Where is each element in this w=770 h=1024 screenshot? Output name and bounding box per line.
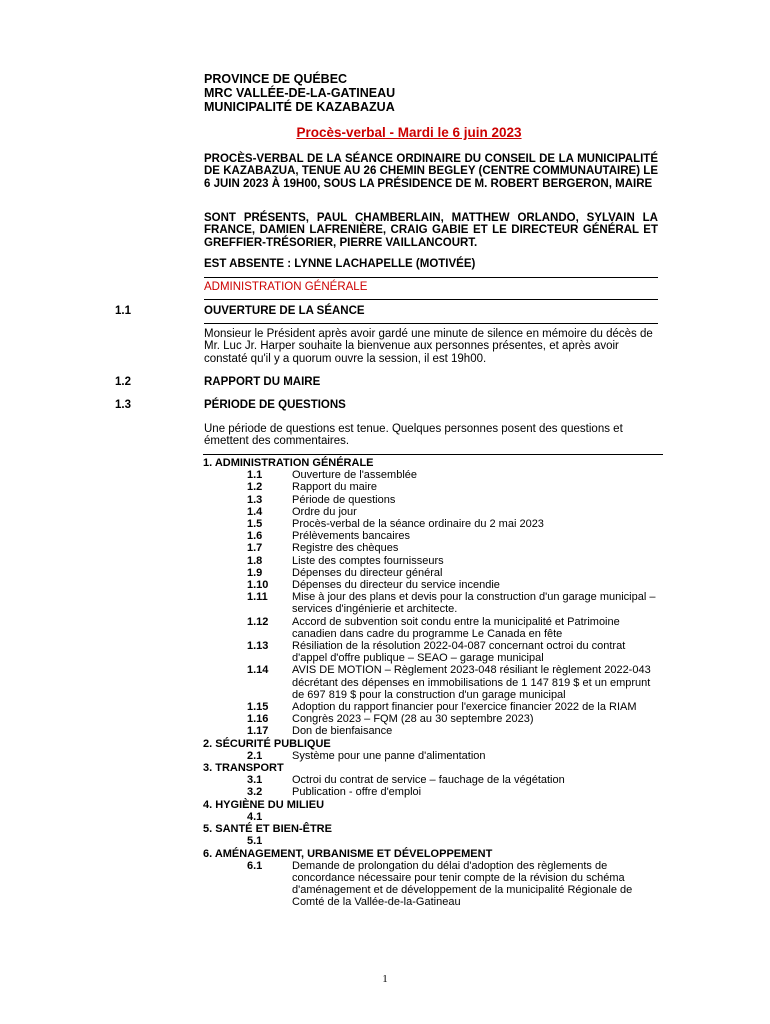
section-title: RAPPORT DU MAIRE: [204, 376, 321, 388]
agenda-item: [203, 786, 663, 798]
agenda-item: [203, 530, 663, 542]
agenda-item: [203, 506, 663, 518]
agenda-item: [203, 494, 663, 506]
agenda-item-number: 1.3: [247, 493, 263, 506]
agenda-item-text: Congrès 2023 – FQM (28 au 30 septembre 2023): [292, 713, 534, 726]
agenda-item: [203, 579, 663, 591]
section-number: 1.2: [115, 376, 131, 388]
agenda-item-number: 2.1: [247, 749, 263, 762]
divider: [204, 323, 658, 324]
agenda-item-text: [292, 811, 663, 823]
intro-paragraph: PROCÈS-VERBAL DE LA SÉANCE ORDINAIRE DU CONSEIL DE LA MUNICIPALITÉ DE KAZABAZUA, TENUE AU 26 CHEMIN BEGLEY (CENTRE COMMUNAUTAIRE) LE 6 JUIN 2023 À 19H00, SOUS LA PRÉSIDENCE DE M. ROBERT BERGERON, MAIRE: [204, 153, 658, 190]
agenda-item-text: Ouverture de l'assemblée: [292, 469, 417, 482]
agenda-item: [203, 713, 663, 725]
agenda-item-number: 1.5: [247, 518, 263, 531]
header-province: PROVINCE DE QUÉBEC: [204, 72, 348, 86]
agenda-item: [203, 860, 663, 909]
agenda-item: [203, 567, 663, 579]
agenda-item-number: 1.2: [247, 481, 263, 494]
agenda-item-text: Publication - offre d'emploi: [292, 786, 422, 799]
agenda-item-number: 3.2: [247, 786, 263, 799]
divider: [203, 454, 663, 455]
agenda-item-text: Dépenses du directeur du service incendie: [292, 579, 500, 592]
agenda-item-number: 1.7: [247, 542, 263, 555]
agenda-item-number: 1.8: [247, 554, 263, 567]
agenda-item: [203, 542, 663, 554]
agenda-item: [203, 774, 663, 786]
agenda-item: [203, 518, 663, 530]
absent-line: EST ABSENTE : LYNNE LACHAPELLE (MOTIVÉE): [204, 258, 476, 270]
agenda-item: [203, 640, 663, 664]
agenda-item-number: 1.6: [247, 530, 263, 543]
agenda-item-text: [292, 835, 663, 847]
divider: [204, 299, 658, 300]
agenda-item-number: 1.16: [247, 713, 269, 726]
header-municipality: MUNICIPALITÉ DE KAZABAZUA: [204, 100, 395, 114]
agenda-item-text: Dépenses du directeur général: [292, 566, 443, 579]
agenda-item: [203, 750, 663, 762]
agenda-item-number: 1.10: [247, 579, 269, 592]
agenda-item-text: Procès-verbal de la séance ordinaire du 2 mai 2023: [292, 518, 544, 531]
agenda-item: [203, 616, 663, 640]
agenda-section-title: 1. ADMINISTRATION GÉNÉRALE: [203, 457, 374, 469]
divider: [204, 277, 658, 278]
section-number: 1.1: [115, 305, 131, 317]
agenda-item-text: Registre des chèques: [292, 542, 399, 555]
agenda-item: [203, 469, 663, 481]
agenda-item: [203, 555, 663, 567]
agenda-list: [203, 457, 663, 909]
agenda-item: [203, 835, 663, 847]
section-title: OUVERTURE DE LA SÉANCE: [204, 305, 365, 317]
agenda-section-title: 5. SANTÉ ET BIEN-ÊTRE: [203, 823, 332, 836]
agenda-item: [203, 591, 663, 615]
agenda-item-number: 6.1: [247, 859, 263, 872]
section-heading: ADMINISTRATION GÉNÉRALE: [204, 281, 368, 293]
agenda-item-text: Accord de subvention soit condu entre la municipalité et Patrimoine canadien dans cadre du programme Le Canada en fête: [292, 615, 620, 640]
agenda-item: [203, 811, 663, 823]
agenda-item-text: Rapport du maire: [292, 481, 377, 494]
agenda-item-text: Don de bienfaisance: [292, 725, 393, 738]
agenda-item-text: Prélèvements bancaires: [292, 530, 411, 543]
agenda-item-number: 1.15: [247, 701, 269, 714]
agenda-item: [203, 664, 663, 701]
agenda-item: [203, 481, 663, 493]
agenda-item: [203, 725, 663, 737]
page-number: 1: [382, 973, 388, 985]
agenda-item-number: 1.4: [247, 505, 263, 518]
section-title: PÉRIODE DE QUESTIONS: [204, 399, 346, 411]
document-title: Procès-verbal - Mardi le 6 juin 2023: [296, 125, 522, 140]
agenda-item-number: 1.13: [247, 640, 269, 653]
section-number: 1.3: [115, 399, 131, 411]
present-paragraph: SONT PRÉSENTS, PAUL CHAMBERLAIN, MATTHEW ORLANDO, SYLVAIN LA FRANCE, DAMIEN LAFRENIÈRE, CRAIG GABIE ET LE DIRECTEUR GÉNÉRAL ET GREFFIER-TRÉSORIER, PIERRE VAILLANCOURT.: [204, 212, 658, 249]
agenda-section-title: 3. TRANSPORT: [203, 762, 284, 775]
agenda-item-number: 1.1: [247, 469, 263, 482]
agenda-item-number: 1.11: [247, 591, 268, 604]
agenda-item-number: 1.12: [247, 615, 269, 628]
agenda-item: [203, 701, 663, 713]
agenda-item-number: 4.1: [247, 810, 263, 823]
agenda-section-title: 4. HYGIÈNE DU MILIEU: [203, 798, 325, 811]
agenda-item-number: 1.9: [247, 566, 263, 579]
section-text: Une période de questions est tenue. Quelques personnes posent des questions et émettent des commentaires.: [204, 423, 623, 448]
agenda-item-text: Résiliation de la résolution 2022-04-087 concernant octroi du contrat d'appel d'offre publique – SEAO – garage municipal: [292, 640, 626, 665]
agenda-item-text: Adoption du rapport financier pour l'exercice financier 2022 de la RIAM: [292, 701, 637, 714]
agenda-item-text: Période de questions: [292, 493, 396, 506]
header-mrc: MRC VALLÉE-DE-LA-GATINEAU: [204, 86, 396, 100]
agenda-section-title: 2. SÉCURITÉ PUBLIQUE: [203, 737, 331, 750]
agenda-item-text: AVIS DE MOTION – Règlement 2023-048 résiliant le règlement 2022-043 décrétant des dépenses en immobilisations de 1 147 819 $ et un emprunt de 697 819 $ pour la construction d'un garage municipal: [292, 664, 651, 701]
agenda-item-number: 1.14: [247, 664, 269, 677]
agenda-item-text: Mise à jour des plans et devis pour la construction d'un garage municipal – services d'ingénierie et architecte.: [292, 591, 656, 616]
agenda-section-title: 6. AMÉNAGEMENT, URBANISME ET DÉVELOPPEMENT: [203, 847, 493, 860]
agenda-item-number: 1.17: [247, 725, 269, 738]
agenda-item-text: Demande de prolongation du délai d'adoption des règlements de concordance nécessaire pour tenir compte de la révision du schéma d'aménagement et de développement de la municipalité Régionale de Comté de la Vallée-de-la-Gatineau: [292, 859, 633, 909]
agenda-item-number: 3.1: [247, 774, 263, 787]
agenda-item-text: Octroi du contrat de service – fauchage de la végétation: [292, 774, 565, 787]
section-text: Monsieur le Président après avoir gardé une minute de silence en mémoire du décès de Mr. Luc Jr. Harper souhaite la bienvenue aux personnes présentes, et après avoir constaté qu'il y a quorum ouvre la session, il est 19h00.: [204, 328, 653, 365]
agenda-item-text: Liste des comptes fournisseurs: [292, 554, 444, 567]
agenda-item-text: Ordre du jour: [292, 505, 357, 518]
agenda-item-number: 5.1: [247, 835, 263, 848]
agenda-item-text: Système pour une panne d'alimentation: [292, 749, 486, 762]
